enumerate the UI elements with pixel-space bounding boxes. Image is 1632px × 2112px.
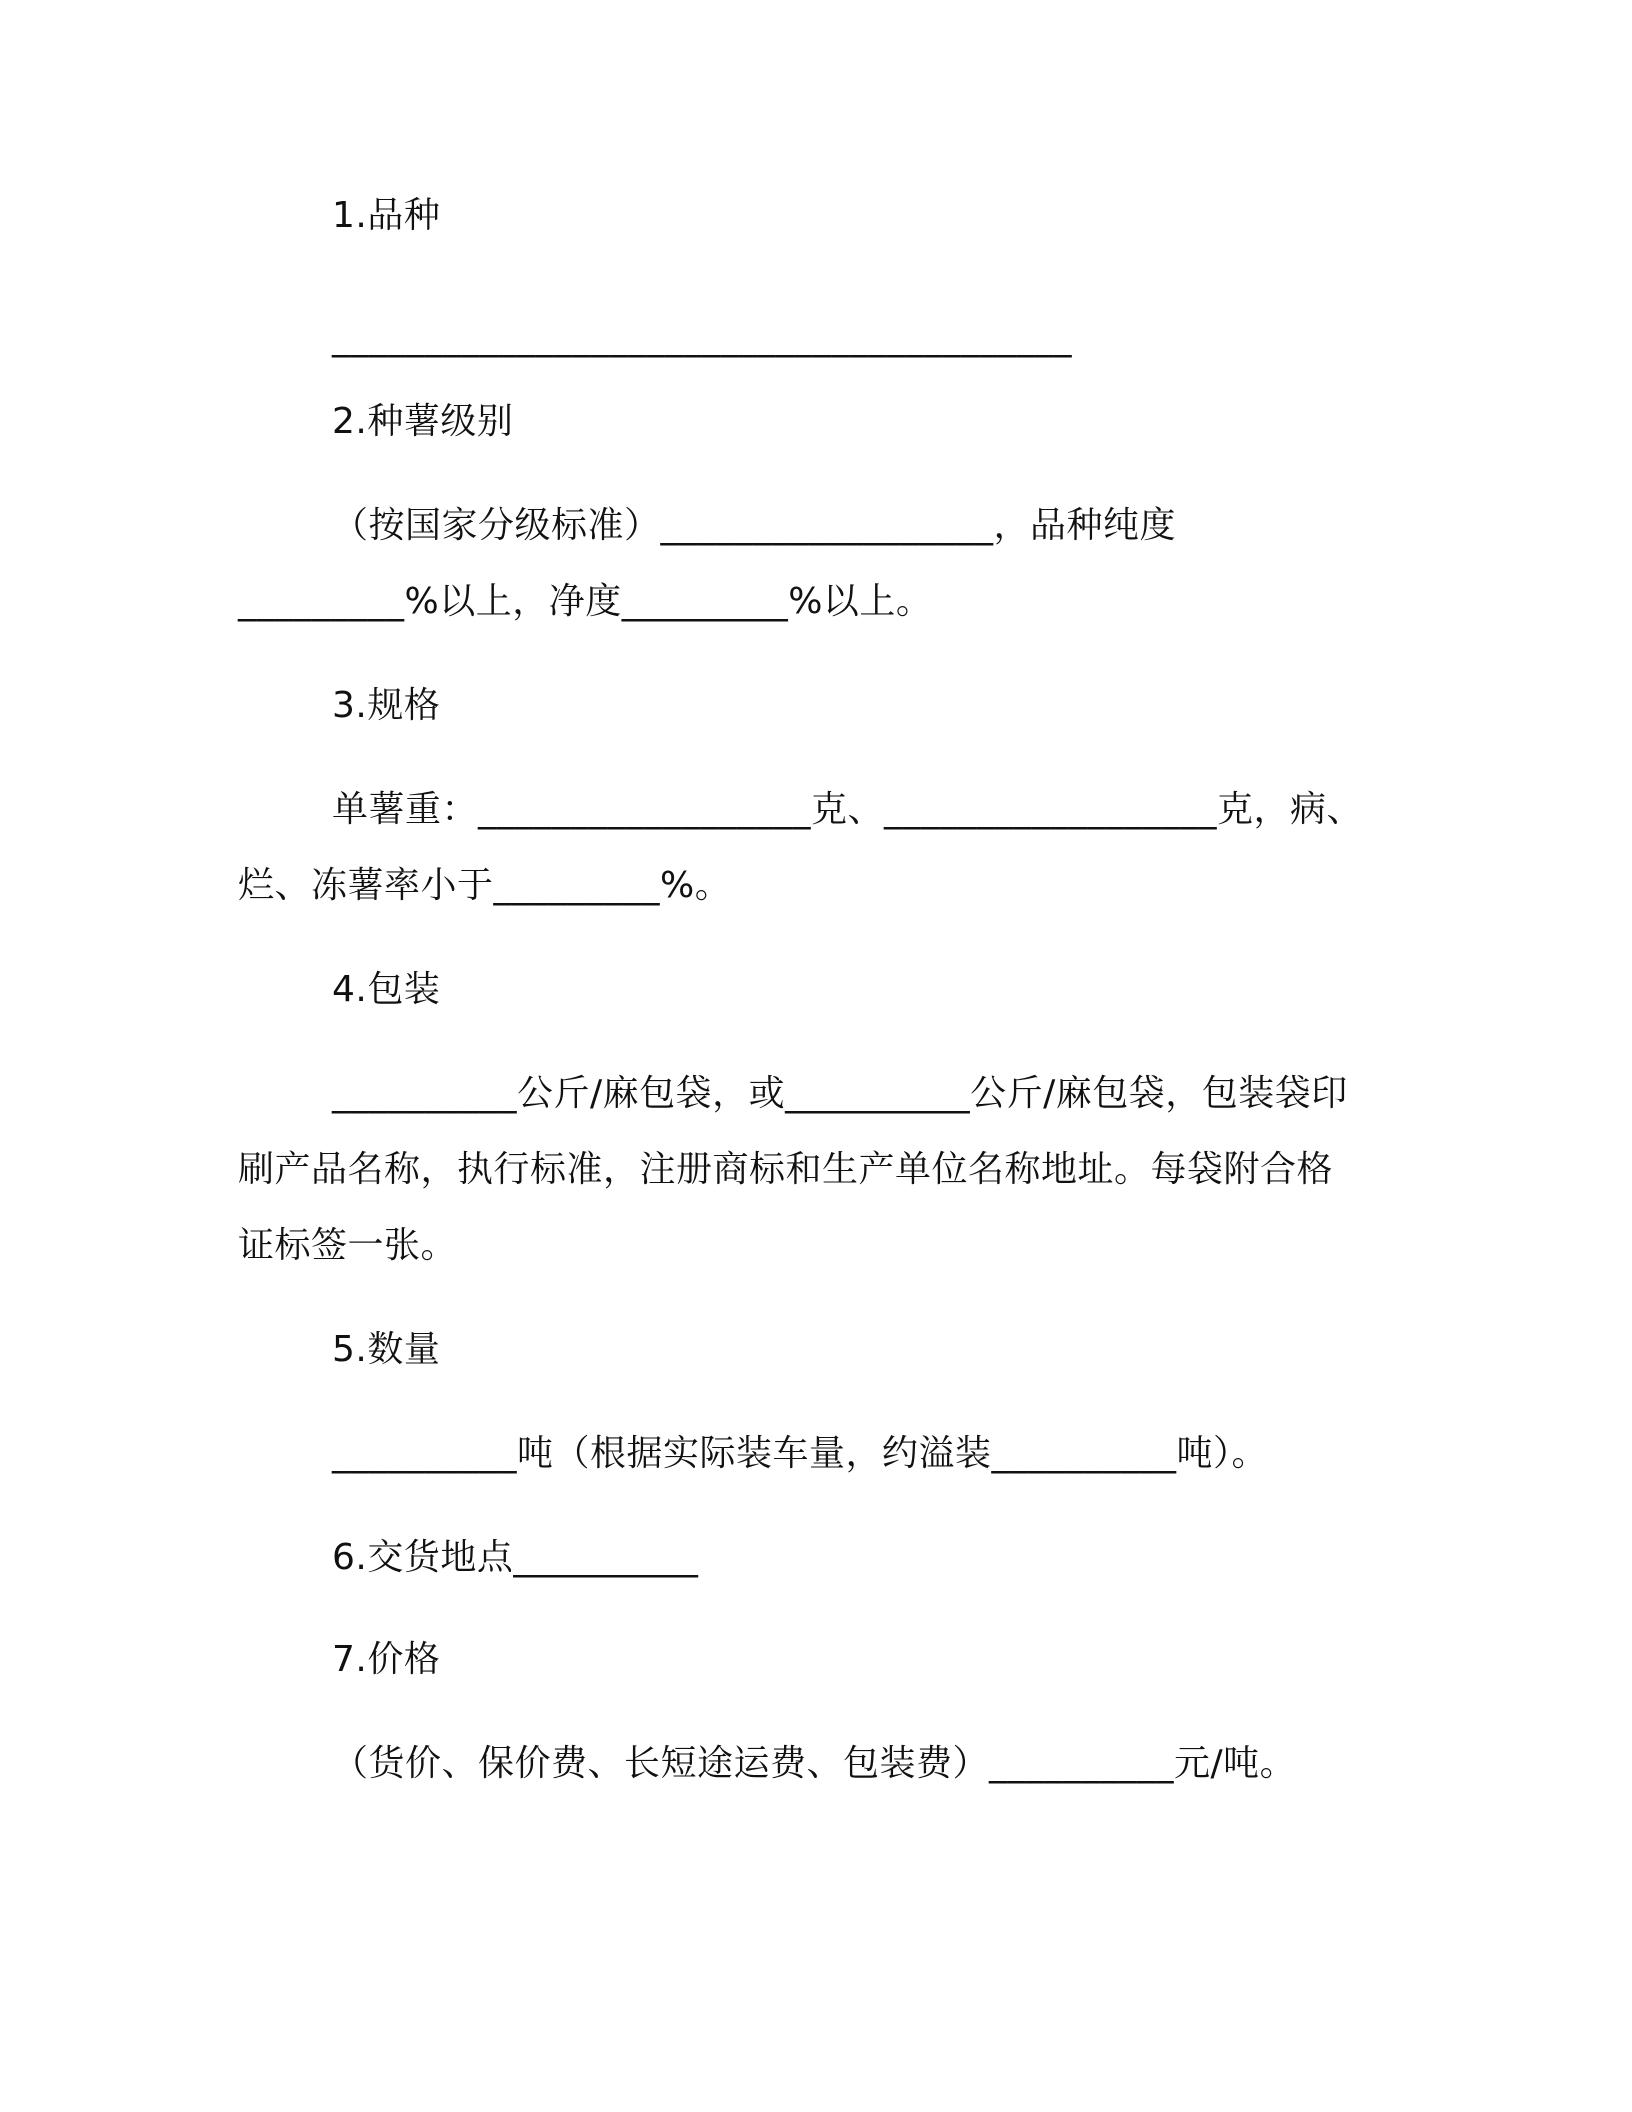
section-4-heading: 4.包装 [332, 969, 441, 1010]
packaging-text-line-1: __________公斤/麻包袋，或__________公斤/麻包袋，包装袋印 [332, 1073, 1348, 1114]
variety-blank-line: ________________________________________ [332, 317, 1072, 358]
section-2-heading: 2.种薯级别 [332, 401, 514, 442]
section-5-heading: 5.数量 [332, 1329, 441, 1370]
section-3-heading: 3.规格 [332, 685, 441, 726]
grade-text-line-2: _________%以上，净度_________%以上。 [238, 581, 933, 622]
section-1-heading: 1.品种 [332, 195, 441, 236]
packaging-text-line-3: 证标签一张。 [238, 1225, 458, 1266]
spec-text-line-1: 单薯重：__________________克、__________________克，病、 [332, 789, 1364, 830]
price-text-line: （货价、保价费、长短途运费、包装费）__________元/吨。 [332, 1743, 1297, 1784]
grade-text-line-1: （按国家分级标准）__________________，品种纯度 [332, 505, 1177, 546]
section-6-heading: 6.交货地点__________ [332, 1537, 699, 1578]
quantity-text-line: __________吨（根据实际装车量，约溢装__________吨）。 [332, 1433, 1269, 1474]
section-7-heading: 7.价格 [332, 1639, 441, 1680]
spec-text-line-2: 烂、冻薯率小于_________%。 [238, 865, 732, 906]
packaging-text-line-2: 刷产品名称，执行标准，注册商标和生产单位名称地址。每袋附合格 [238, 1149, 1334, 1190]
